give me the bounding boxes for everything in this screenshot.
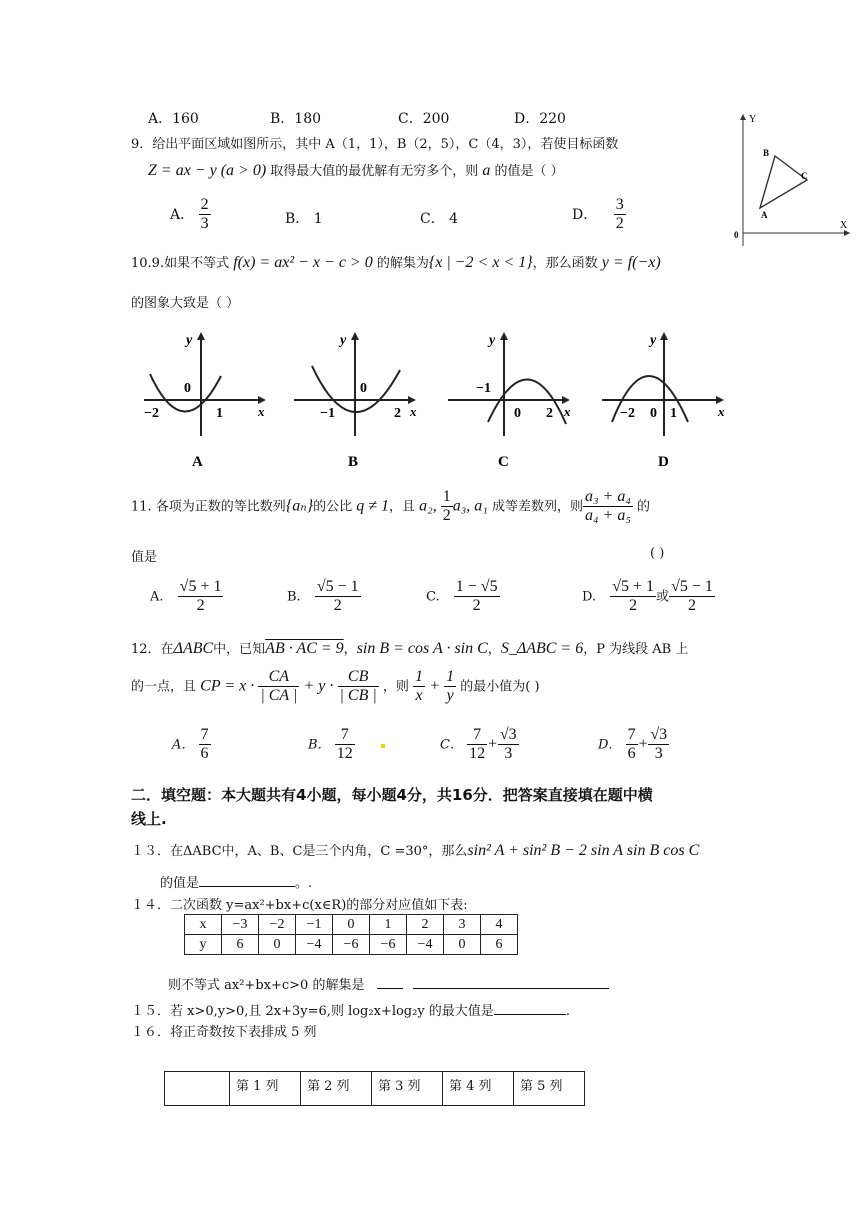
graph-b-origin: 0 [360, 381, 367, 396]
q9-option-a: A． $\frac{2}{3}$ [170, 196, 209, 233]
q13-text-line2: 的值是 。. [160, 876, 313, 891]
table-cell [165, 1072, 230, 1106]
q8-option-d: D．220 [514, 111, 566, 127]
fig-point-a: A [761, 210, 768, 220]
fig-y-label: Y [749, 114, 757, 125]
table-cell: 1 [370, 915, 407, 935]
graph-d-x-label: x [718, 404, 725, 419]
graph-a-origin: 0 [184, 381, 191, 396]
q16-odd-number-table [164, 1071, 585, 1106]
table-cell: −1 [296, 915, 333, 935]
q10-graph-c [444, 326, 584, 471]
table-cell: 3 [444, 915, 481, 935]
q11-option-d: D. $\frac{√5 + 1}{2}$ 或 $\frac{√5 - 1}{2}$ [582, 578, 713, 615]
fig-x-label: X [840, 220, 848, 231]
q14-answer-blank-b[interactable] [413, 988, 609, 989]
q11-option-a: A. $\frac{√5 + 1}{2}$ [150, 578, 222, 615]
q15-text-line1: １５．若 x>0,y>0,且 2x+3y=6,则 log₂x+log₂y 的最大值是 . [131, 1004, 570, 1019]
fig-point-b: B [763, 148, 770, 158]
q11-text-line2: 值是 [131, 550, 158, 565]
q8-option-a: A．160 [148, 111, 199, 127]
q14-answer-blank-a[interactable] [377, 988, 403, 989]
q12-text-line1: 12．在ΔABC中，已知AB · AC = 9，sin B = cos A · sin C，S_ΔABC = 6，P 为线段 AB 上 [131, 640, 689, 657]
q11-answer-paren: ( ) [650, 546, 665, 561]
table-cell: 6 [481, 935, 518, 955]
graph-b-tick-1: −1 [320, 406, 335, 421]
q14-text-line1: １４．二次函数 y=ax²+bx+c(x∈R)的部分对应值如下表: [131, 898, 468, 913]
q13-text-line1: １３．在ΔABC中，A、B、C是三个内角，C =30°，那么sin² A + sin² B − 2 sin A sin B cos C [131, 842, 700, 859]
graph-c-x-label: x [564, 404, 571, 419]
graph-c-tick-3: 2 [546, 406, 553, 421]
graph-b-tick-2: 2 [394, 406, 401, 421]
table-header-col-3: 第 3 列 [372, 1072, 443, 1106]
graph-d-tick-3: 1 [670, 406, 677, 421]
q10-text-line1: 10.9.如果不等式 f(x) = ax² − x − c > 0 的解集为{x | −2 < x < 1}，那么函数 y = f(−x) [131, 254, 661, 271]
q14-value-table [184, 914, 518, 955]
q10-graph-a [136, 326, 276, 471]
fig-point-c: C [801, 171, 808, 181]
graph-c-tick-2: 0 [514, 406, 521, 421]
q12-option-d: D． $\frac{7}{6}$ + $\frac{√3}{3}$ [598, 726, 668, 763]
q12-option-c: C． $\frac{7}{12}$ + $\frac{√3}{3}$ [440, 726, 517, 763]
q11-text-line1: 11. 各项为正数的等比数列{aₙ}的公比 q ≠ 1，且 a₂, $\frac{1}{2}$ a₃, a₁ 成等差数列，则 $\frac{\text{a₃ + a₄}}{\text{a₄ + a₅}}$ 的 [131, 488, 651, 525]
table-cell: 6 [222, 935, 259, 955]
table-header-col-5: 第 5 列 [514, 1072, 585, 1106]
table-row-x [185, 915, 518, 935]
section2-heading-line2: 线上. [131, 810, 167, 828]
graph-c-tick-1: −1 [476, 381, 491, 396]
graph-c-label: C [498, 454, 509, 470]
table-cell: 0 [259, 935, 296, 955]
q9-option-b: B． 1 [285, 211, 323, 227]
graph-d-tick-1: −2 [620, 406, 635, 421]
table-cell: −4 [407, 935, 444, 955]
q10-graph-d [598, 326, 738, 471]
q8-option-b: B．180 [270, 111, 322, 127]
q13-answer-blank[interactable] [199, 886, 295, 887]
q8-option-c: C．200 [398, 111, 450, 127]
q9-option-c: C． 4 [420, 211, 459, 227]
q14-text-line2: 则不等式 ax²+bx+c>0 的解集是 [168, 974, 609, 993]
q12-option-b: B． $\frac{7}{12}$ [308, 726, 385, 764]
table-row [165, 1072, 585, 1106]
graph-a-label: A [192, 454, 203, 470]
table-cell: −3 [222, 915, 259, 935]
q12-text-line2: 的一点，且 CP = x · $\frac{CA}{| CA |}$ + y · $\frac{CB}{| CB |}$ ，则 $\frac{1}{x}$ + $\frac{1}{y}$ 的最小值为( ) [131, 668, 540, 705]
q16-text-line1: １６．将正奇数按下表排成 5 列 [131, 1025, 317, 1040]
q11-option-c: C. $\frac{1 - √5}{2}$ [426, 578, 498, 615]
table-cell: −4 [296, 935, 333, 955]
table-cell: −6 [333, 935, 370, 955]
table-row-y [185, 935, 518, 955]
table-header-col-4: 第 4 列 [443, 1072, 514, 1106]
graph-a-tick-2: 1 [216, 406, 223, 421]
table-header-col-2: 第 2 列 [301, 1072, 372, 1106]
q9-option-d: D． $\frac{3}{2}$ [572, 196, 624, 233]
graph-a-x-label: x [258, 404, 265, 419]
q15-answer-blank[interactable] [494, 1014, 566, 1015]
graph-b-y-label: y [340, 333, 347, 348]
graph-b-x-label: x [410, 404, 417, 419]
table-cell: 4 [481, 915, 518, 935]
table-cell: 0 [444, 935, 481, 955]
graph-a-y-label: y [186, 333, 193, 348]
table-header-col-1: 第 1 列 [230, 1072, 301, 1106]
q9-text-line2: Z = ax − y (a > 0) 取得最大值的最优解有无穷多个，则 a 的值是（ ） [148, 162, 564, 179]
q10-text-line2: 的图象大致是（ ） [131, 296, 240, 311]
fig-origin-label: 0 [734, 230, 739, 240]
table-cell: x [185, 915, 222, 935]
graph-d-y-label: y [650, 333, 657, 348]
q9-region-figure [728, 108, 856, 250]
graph-a-tick-1: −2 [144, 406, 159, 421]
q9-text-line1: 9．给出平面区域如图所示，其中 A（1，1），B（2，5），C（4，3），若使目标函数 [131, 137, 619, 152]
graph-c-y-label: y [489, 333, 496, 348]
table-cell: −6 [370, 935, 407, 955]
section2-heading-line1: 二．填空题：本大题共有4小题，每小题4分，共16分．把答案直接填在题中横 [131, 786, 653, 804]
q10-graph-b [290, 326, 430, 471]
graph-b-label: B [348, 454, 359, 470]
table-cell: 2 [407, 915, 444, 935]
table-cell: 0 [333, 915, 370, 935]
q12-option-a: A． $\frac{7}{6}$ [172, 726, 209, 763]
graph-d-label: D [658, 454, 669, 470]
graph-d-tick-2: 0 [650, 406, 657, 421]
table-cell: y [185, 935, 222, 955]
q11-option-b: B. $\frac{√5 - 1}{2}$ [287, 578, 359, 615]
triangle-abc [760, 156, 807, 208]
table-cell: −2 [259, 915, 296, 935]
